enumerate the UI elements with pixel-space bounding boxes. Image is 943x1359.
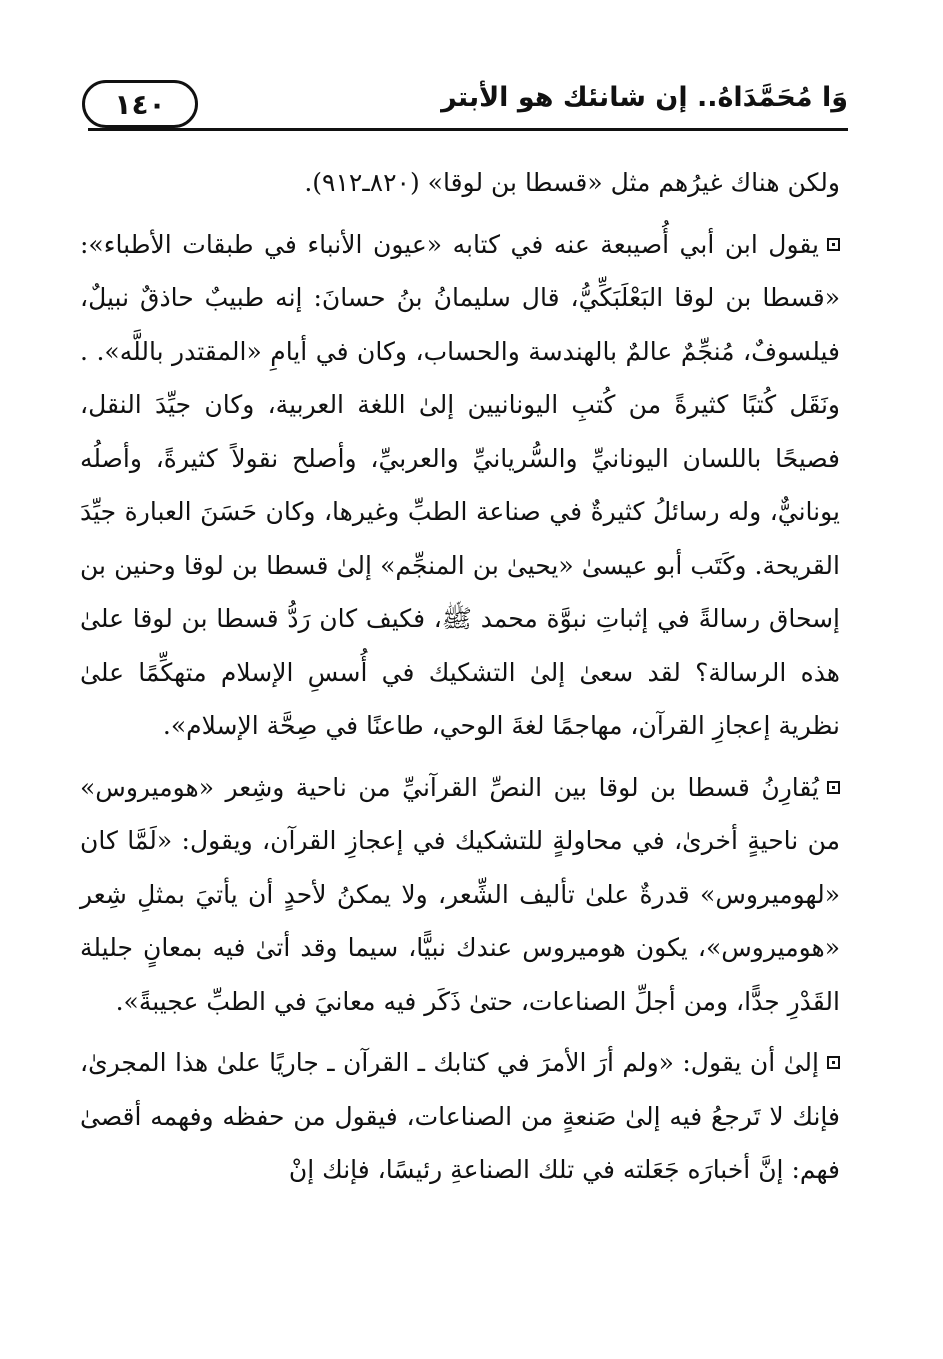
- square-bullet-icon: [827, 781, 840, 794]
- paragraph-text: ولكن هناك غيرُهم مثل «قسطا بن لوقا» (٨٢٠ـ٩١٢).: [304, 168, 840, 197]
- square-bullet-icon: [827, 1056, 840, 1069]
- paragraph-continuation: [80, 1036, 840, 1197]
- paragraph-comparison-homer: [80, 761, 840, 1029]
- running-title: وَا مُحَمَّدَاهُ.. إن شانئك هو الأبتر: [441, 82, 848, 113]
- paragraph-text: يُقارِنُ قسطا بن لوقا بين النصِّ القرآنيِّ من ناحية وشِعر «هوميروس» من ناحيةٍ أخرىٰ، في محاولةٍ للتشكيك في إعجازِ القرآن، ويقول: «لَمَّا كان «لهوميروس» قدرةٌ علىٰ تأليف الشِّعر، ولا يمكنُ لأحدٍ أن يأتيَ بمثلِ شِعر «هوميروس»، يكون هوميروس عندك نبيًّا، سيما وقد أتىٰ فيه بمعانٍ جليلة القَدْرِ جدًّا، ومن أجلِّ الصناعات، حتىٰ ذَكَر فيه معانيَ في الطبِّ عجيبةً».: [80, 772, 840, 1016]
- square-bullet-icon: [827, 238, 840, 251]
- paragraph-intro: [80, 156, 840, 210]
- page-number: ١٤٠: [82, 80, 198, 128]
- paragraph-text: يقول ابن أبي أُصيبعة عنه في كتابه «عيون الأنباء في طبقات الأطباء»: «قسطا بن لوقا البَعْلَبَكِّيُّ، قال سليمانُ بنُ حسانَ: إنه طبيبٌ حاذقٌ نبيلٌ، فيلسوفٌ، مُنجِّمٌ عالمٌ بالهندسة والحساب، وكان في أيامِ «المقتدر باللَّه». . ونَقَل كُتبًا كثيرةً من كُتبِ اليونانيين إلىٰ اللغة العربية، وكان جيِّدَ النقل، فصيحًا باللسان اليونانيِّ والسُّريانيِّ والعربيِّ، وأصلح نقولاً كثيرةً، وأصلُه يونانيٌّ، وله رسائلُ كثيرةٌ في صناعة الطبِّ وغيرها، وكان حَسَنَ العبارة جيِّدَ القريحة. وكَتَب أبو عيسىٰ «يحيىٰ بن المنجِّم» إلىٰ قسطا بن لوقا وحنين بن إسحاق رسالةً في إثباتِ نبوَّة محمد ﷺ، فكيف كان رَدُّ قسطا بن لوقا علىٰ هذه الرسالة؟ لقد سعىٰ إلىٰ التشكيك في أُسسِ الإسلام متهكِّمًا علىٰ نظرية إعجازِ القرآن، مهاجمًا لغةَ الوحي، طاعنًا في صِحَّة الإسلام».: [80, 229, 840, 740]
- body-text: [80, 156, 840, 1205]
- paragraph-quote-ibn-abi-usaybia: [80, 218, 840, 753]
- page-header: [88, 70, 848, 136]
- header-rule: [88, 128, 848, 131]
- paragraph-text: إلىٰ أن يقول: «ولم أرَ الأمرَ في كتابك ـ القرآن ـ جاريًا علىٰ هذا المجرىٰ، فإنك لا تَرجعُ فيه إلىٰ صَنعةٍ من الصناعات، فيقول من حفظه وفهمه أقصىٰ فهم: إنَّ أخبارَه جَعَلته في تلك الصناعةِ رئيسًا، فإنك إنْ: [80, 1048, 840, 1184]
